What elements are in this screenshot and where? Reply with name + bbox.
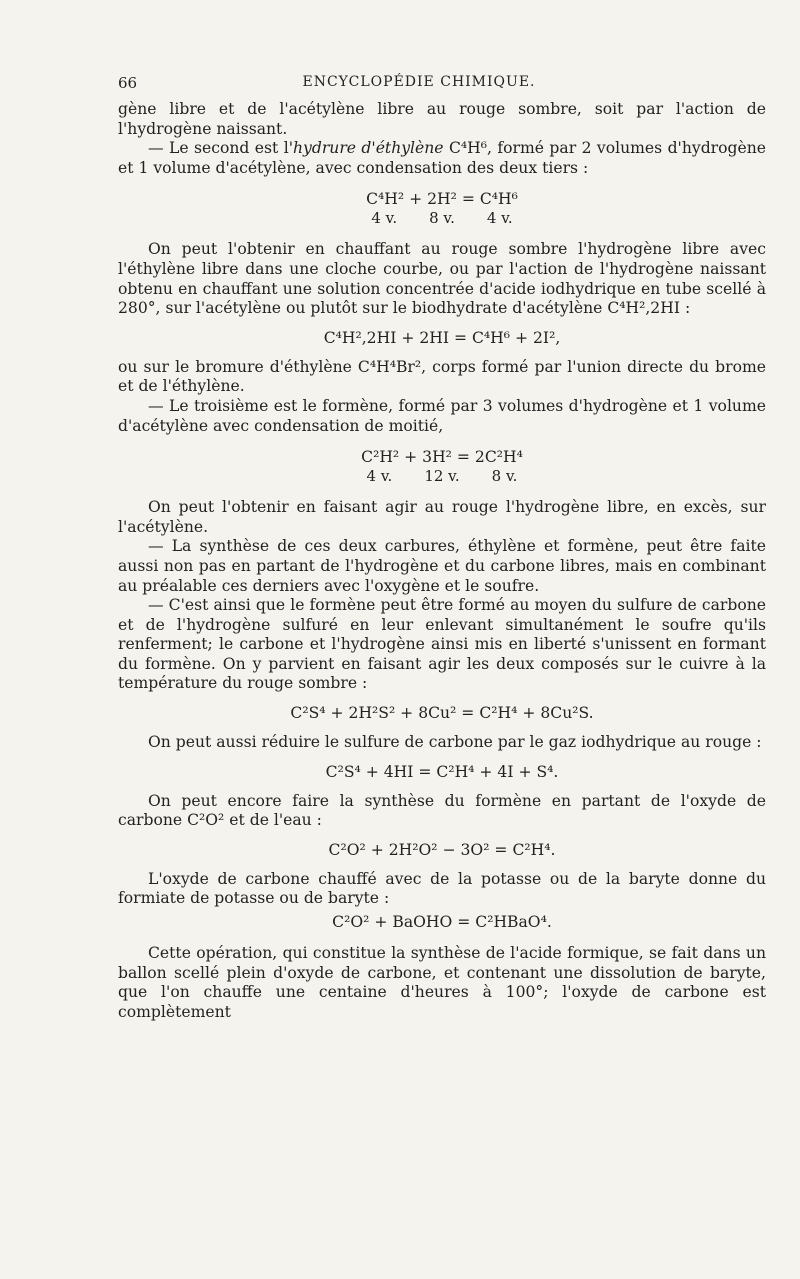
equation: C²O² + BaOHO = C²HBaO⁴. <box>332 913 552 932</box>
paragraph: On peut encore faire la synthèse du formène en partant de l'oxyde de carbone C²O² et de l'eau : <box>118 791 766 830</box>
equation: C²O² + 2H²O² − 3O² = C²H⁴. <box>328 840 556 859</box>
paragraph: On peut aussi réduire le sulfure de carbone par le gaz iodhydrique au rouge : <box>148 733 762 752</box>
paragraph: L'oxyde de carbone chauffé avec de la potasse ou de la baryte donne du formiate de potasse ou de baryte : <box>118 869 766 908</box>
volume-label: 4 v. <box>486 209 513 228</box>
equation: C⁴H² + 2H² = C⁴H⁶ <box>366 190 518 209</box>
volume-label: 8 v. <box>429 209 455 228</box>
paragraph: — Le troisième est le formène, formé par 3 volumes d'hydrogène et 1 volume d'acétylène avec condensation de moitié, <box>118 396 766 435</box>
page-body <box>118 100 766 1022</box>
text-run: C⁴H⁶, formé par 2 volumes d'hydrogène et 1 volume d'acétylène, avec condensation des deux tiers : <box>118 139 767 177</box>
paragraph: ou sur le bromure d'éthylène C⁴H⁴Br², corps formé par l'union directe du brome et de l'éthylène. <box>118 357 766 396</box>
paragraph: On peut l'obtenir en faisant agir au rouge l'hydrogène libre, en excès, sur l'acétylène. <box>118 498 766 536</box>
equation: C²H² + 3H² = 2C²H⁴ <box>361 448 523 467</box>
equation-block <box>118 190 766 228</box>
paragraph: — C'est ainsi que le formène peut être formé au moyen du sulfure de carbone et de l'hydrogène sulfuré en leur enlevant simultanément le soufre qu'ils renferment; le carbone et l'hydrogène ainsi mis en liberté s'unissent en formant du formène. On y parvient en faisant agir les deux composés sur le cuivre à la température du rouge sombre : <box>118 596 766 693</box>
equation: C²S⁴ + 4HI = C²H⁴ + 4I + S⁴. <box>325 762 559 781</box>
volume-label: 4 v. <box>366 467 393 486</box>
paragraph: Cette opération, qui constitue la synthèse de l'acide formique, se fait dans un ballon scellé plein d'oxyde de carbone, et contenant une dissolution de baryte, que l'on chauffe une centaine d'heures à 100°; l'oxyde de carbone est complètement <box>118 944 766 1021</box>
running-head: ENCYCLOPÉDIE CHIMIQUE. <box>302 74 536 90</box>
paragraph: On peut l'obtenir en chauffant au rouge sombre l'hydrogène libre avec l'éthylène libre dans une cloche courbe, ou par l'action de l'hydrogène naissant obtenu en chauffant une solution concentrée d'acide iodhydrique en tube scellé à 280°, sur l'acétylène ou plutôt sur le biodhydrate d'acétylène C⁴H²,2HI : <box>118 240 766 318</box>
volume-label: 12 v. <box>424 467 460 486</box>
volume-row <box>118 467 766 486</box>
volume-row <box>118 209 766 228</box>
page-number: 66 <box>118 74 138 92</box>
paragraph <box>118 139 766 178</box>
equation-block <box>118 448 766 486</box>
italic-term: hydrure d'éthylène <box>293 139 444 158</box>
text-run: — Le second est l' <box>148 139 293 158</box>
equation: C⁴H²,2HI + 2HI = C⁴H⁶ + 2I², <box>323 328 561 347</box>
page-header <box>118 74 720 96</box>
paragraph: — La synthèse de ces deux carbures, éthylène et formène, peut être faite aussi non pas en partant de l'hydrogène et du carbone libres, mais en combinant au préalable ces derniers avec l'oxygène et le soufre. <box>118 537 766 595</box>
volume-label: 4 v. <box>371 209 398 228</box>
equation: C²S⁴ + 2H²S² + 8Cu² = C²H⁴ + 8Cu²S. <box>290 704 594 723</box>
paragraph: gène libre et de l'acétylène libre au rouge sombre, soit par l'action de l'hydrogène naissant. <box>118 100 766 138</box>
volume-label: 8 v. <box>491 467 518 486</box>
